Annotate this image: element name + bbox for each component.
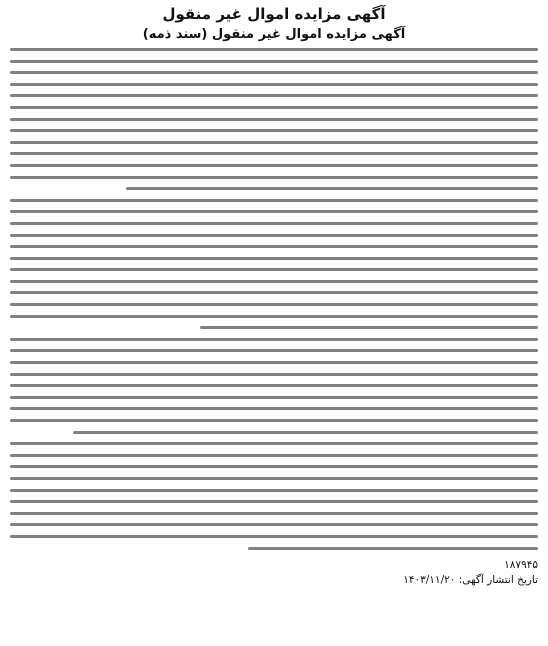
footer-date-value: ۱۴۰۳/۱۱/۲۰ [403, 574, 456, 587]
body-text-line [10, 176, 538, 179]
footer-code-row [10, 558, 538, 573]
body-text-line [10, 106, 538, 109]
body-text-line [10, 523, 538, 526]
body-text-line [10, 477, 538, 480]
body-text-line [10, 141, 538, 144]
body-text-line [10, 129, 538, 132]
body-text-line [10, 512, 538, 515]
body-text-line [10, 303, 538, 306]
body-text-line [10, 199, 538, 202]
body-text-line [10, 489, 538, 492]
body-text-line [10, 384, 538, 387]
body-text-line [10, 60, 538, 63]
body-text-line [10, 315, 538, 318]
body-text-line [10, 245, 538, 248]
body-text-line [10, 94, 538, 97]
footer-code: ۱۸۷۹۴۵ [504, 559, 538, 572]
body-text-line [10, 83, 538, 86]
body-text-line [10, 210, 538, 213]
body-text-line [10, 291, 538, 294]
notice-subtitle: آگهی مزایده اموال غیر منقول (سند ذمه) [142, 27, 406, 42]
body-text-line [10, 500, 538, 503]
body-text-line [126, 187, 538, 190]
body-text-line [10, 465, 538, 468]
body-text-line [10, 361, 538, 364]
body-text-line [10, 454, 538, 457]
notice-footer [10, 558, 538, 588]
footer-date-label: تاریخ انتشار آگهی: [458, 574, 538, 587]
body-text-line [10, 280, 538, 283]
body-text-line [10, 373, 538, 376]
body-text-line [10, 396, 538, 399]
notice-title: آگهی مزایده اموال غیر منقول [162, 5, 386, 23]
notice-body [10, 48, 538, 550]
body-text-line [10, 71, 538, 74]
body-text-line [10, 48, 538, 51]
body-text-line [10, 407, 538, 410]
body-text-line [10, 535, 538, 538]
body-text-line [10, 338, 538, 341]
body-text-line [200, 326, 538, 329]
body-text-line [10, 152, 538, 155]
body-text-line [10, 234, 538, 237]
body-text-line [10, 268, 538, 271]
body-text-line [248, 547, 538, 550]
body-text-line [10, 118, 538, 121]
body-text-line [10, 222, 538, 225]
body-text-line [10, 419, 538, 422]
footer-date-row [10, 573, 538, 588]
body-text-line [10, 442, 538, 445]
body-text-line [10, 257, 538, 260]
body-text-line [10, 164, 538, 167]
body-text-line [10, 349, 538, 352]
body-text-line [73, 431, 538, 434]
